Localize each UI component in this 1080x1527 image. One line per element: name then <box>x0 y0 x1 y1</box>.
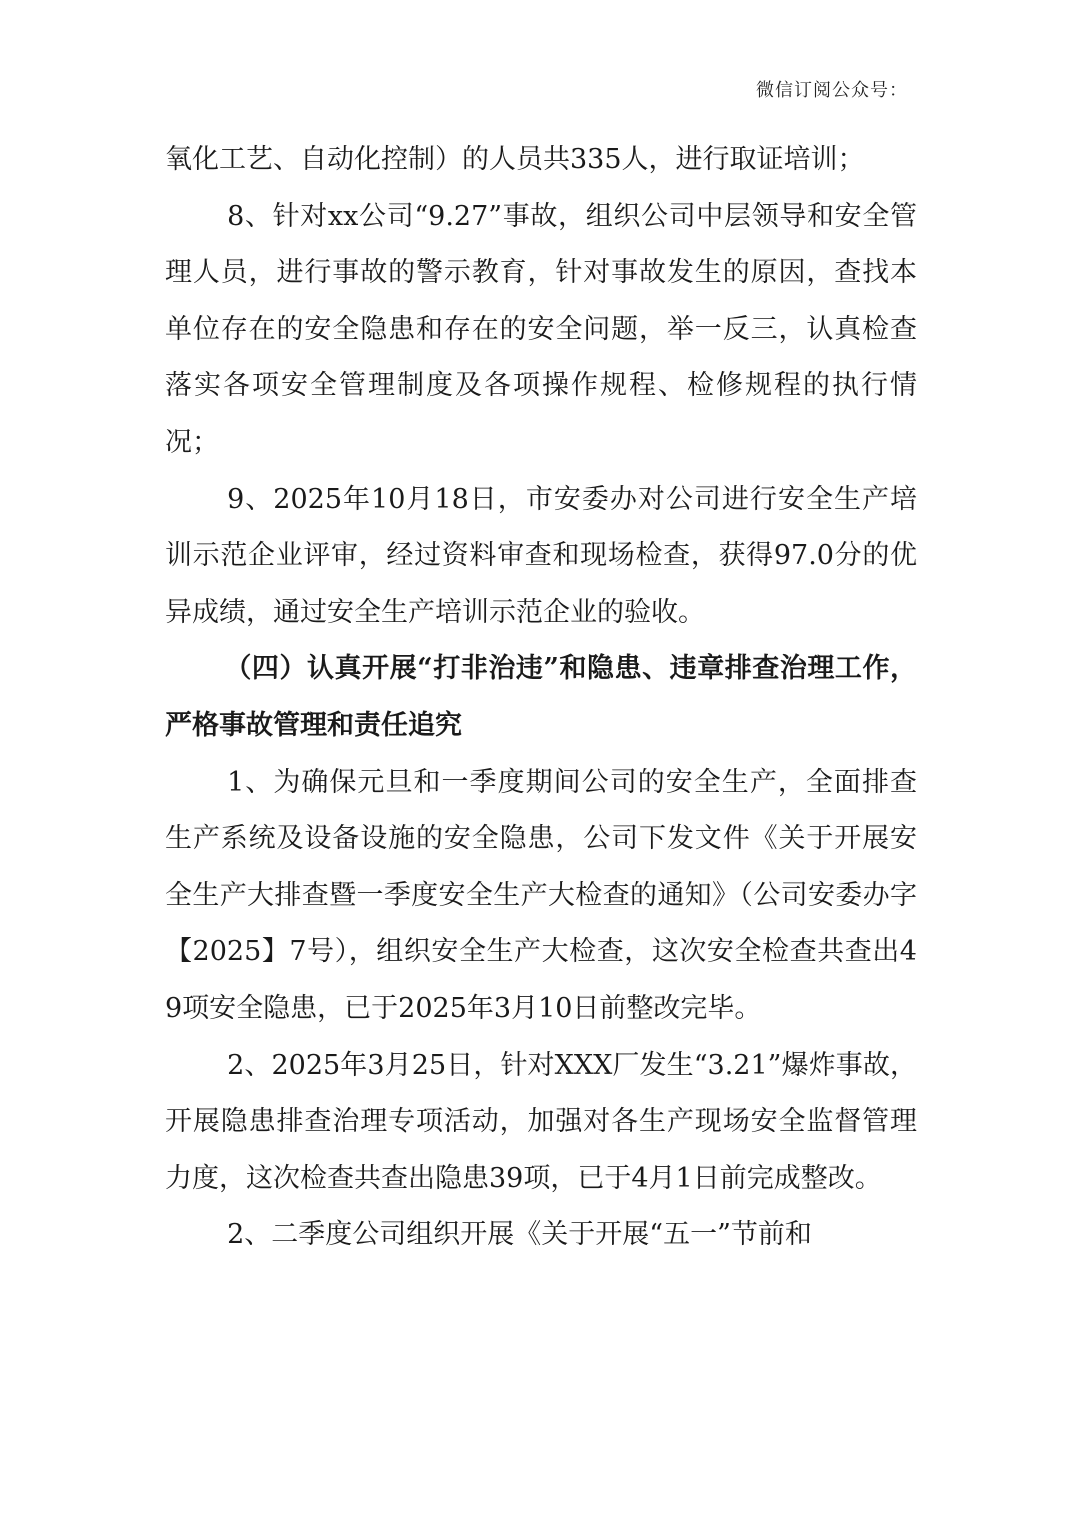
paragraph-inspection-2b: 2、二季度公司组织开展《关于开展“五一”节前和 <box>227 1219 812 1251</box>
section-heading-4: （四）认真开展“打非治违”和隐患、违章排查治理工作，严格事故管理和责任追究 <box>165 653 917 741</box>
document-body <box>165 132 917 1264</box>
paragraph-training-count: 氧化工艺、自动化控制）的人员共335人，进行取证培训； <box>165 144 865 175</box>
paragraph-item-8: 8、针对xx公司“9.27”事故，组织公司中层领导和安全管理人员，进行事故的警示教育，针对事故发生的原因，查找本单位存在的安全隐患和存在的安全问题，举一反三，认真检查落实各项安全管理制度及各项操作规程、检修规程的执行情况； <box>165 200 917 458</box>
header-note: 微信订阅公众号： <box>756 80 908 101</box>
paragraph-item-9: 9、2025年10月18日，市安委办对公司进行安全生产培训示范企业评审，经过资料审查和现场检查，获得97.0分的优异成绩，通过安全生产培训示范企业的验收。 <box>165 483 917 628</box>
paragraph-inspection-1: 1、为确保元旦和一季度期间公司的安全生产，全面排查生产系统及设备设施的安全隐患，公司下发文件《关于开展安全生产大排查暨一季度安全生产大检查的通知》（公司安委办字【2025】7号），组织安全生产大检查，这次安全检查共查出49项安全隐患，已于2025年3月10日前整改完毕。 <box>165 766 917 1024</box>
paragraph-inspection-2: 2、2025年3月25日，针对XXX厂发生“3.21”爆炸事故，开展隐患排查治理专项活动，加强对各生产现场安全监督管理力度，这次检查共查出隐患39项，已于4月1日前完成整改。 <box>165 1049 917 1194</box>
